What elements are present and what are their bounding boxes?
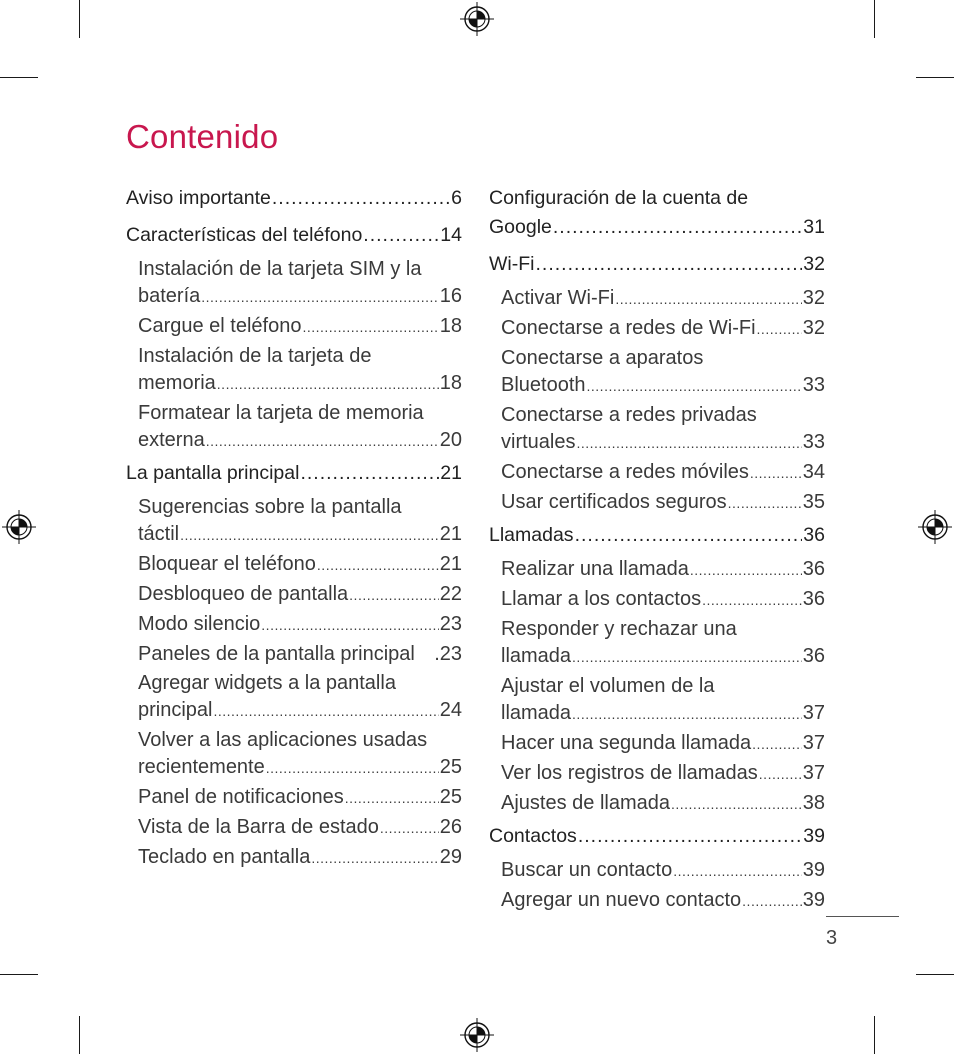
toc-label: Modo silencio (138, 613, 261, 635)
toc-subentry[interactable] (138, 343, 462, 398)
toc-label: Llamadas (489, 524, 574, 546)
toc-page: 36 (802, 558, 825, 580)
leader-dots (317, 552, 439, 579)
toc-page: 39 (802, 859, 825, 881)
toc-subentry[interactable] (501, 760, 825, 788)
toc-page: 35 (802, 491, 825, 513)
toc-label-cont: llamada (501, 645, 572, 667)
toc-subentry[interactable] (501, 857, 825, 885)
toc-subsection (489, 556, 825, 818)
toc-label: Panel de notificaciones (138, 786, 344, 808)
toc-section (489, 250, 825, 279)
crop-mark (79, 1016, 80, 1054)
toc-entry[interactable] (126, 184, 462, 213)
toc-page: 32 (803, 253, 825, 275)
toc-subentry[interactable] (501, 345, 825, 400)
crop-mark (874, 0, 875, 38)
toc-subsection (126, 494, 462, 872)
leader-dots (553, 213, 802, 242)
toc-label-cont: virtuales (501, 431, 576, 453)
toc-page: 38 (802, 792, 825, 814)
toc-label: Cargue el teléfono (138, 315, 302, 337)
toc-page: 21 (439, 523, 462, 545)
toc-subentry[interactable] (138, 844, 462, 872)
toc-page: .23 (434, 643, 462, 665)
leader-dots (380, 815, 439, 842)
toc-page: 31 (803, 216, 825, 238)
toc-label: Sugerencias sobre la pantalla (138, 496, 402, 518)
toc-subsection (489, 857, 825, 915)
toc-page: 33 (802, 431, 825, 453)
toc-subentry[interactable] (138, 784, 462, 812)
toc-subentry[interactable] (501, 285, 825, 313)
toc-page: 36 (803, 524, 825, 546)
toc-subentry[interactable] (501, 673, 825, 728)
toc-page: 34 (802, 461, 825, 483)
toc-page: 21 (440, 462, 462, 484)
toc-label: Agregar widgets a la pantalla (138, 672, 396, 694)
toc-label: Buscar un contacto (501, 859, 673, 881)
toc-subentry[interactable] (501, 790, 825, 818)
toc-label: Conectarse a redes móviles (501, 461, 749, 483)
toc-label: Ver los registros de llamadas (501, 762, 758, 784)
leader-dots (742, 888, 802, 915)
leader-dots (201, 284, 438, 311)
toc-subentry[interactable] (501, 489, 825, 517)
toc-page: 18 (439, 372, 462, 394)
registration-mark-icon (460, 2, 494, 36)
toc-subsection (126, 256, 462, 455)
crop-mark (874, 1016, 875, 1054)
toc-page: 37 (802, 762, 825, 784)
toc-entry[interactable] (489, 822, 825, 851)
toc-label: Volver a las aplicaciones usadas (138, 729, 428, 751)
crop-mark (916, 974, 954, 975)
toc-label: Vista de la Barra de estado (138, 816, 379, 838)
toc-page: 36 (802, 645, 825, 667)
toc-label: Activar Wi-Fi (501, 287, 615, 309)
toc-subentry[interactable] (501, 556, 825, 584)
toc-label-cont: llamada (501, 702, 572, 724)
toc-label: La pantalla principal (126, 462, 300, 484)
toc-section (126, 221, 462, 250)
toc-label: Instalación de la tarjeta SIM y la (138, 258, 422, 280)
crop-mark (916, 77, 954, 78)
toc-section (489, 822, 825, 851)
toc-page: 32 (802, 317, 825, 339)
toc-label: Teclado en pantalla (138, 846, 311, 868)
leader-dots (206, 428, 439, 455)
leader-dots (349, 582, 439, 609)
toc-page: 37 (802, 732, 825, 754)
leader-dots (575, 521, 803, 550)
toc-label-cont: recientemente (138, 756, 265, 778)
leader-dots (578, 822, 802, 851)
toc-subentry[interactable] (138, 256, 462, 311)
toc-label: Llamar a los contactos (501, 588, 702, 610)
toc-entry[interactable] (489, 184, 825, 242)
toc-label: Contactos (489, 825, 577, 847)
toc-page: 25 (439, 786, 462, 808)
toc-label: Conectarse a redes de Wi-Fi (501, 317, 756, 339)
toc-label: Ajustar el volumen de la (501, 675, 715, 697)
page-number-rule (826, 916, 899, 917)
leader-dots (671, 791, 802, 818)
toc-subsection (489, 285, 825, 517)
toc-column-right (489, 184, 825, 915)
toc-label: Configuración de la cuenta de (489, 187, 749, 209)
toc-subentry[interactable] (501, 616, 825, 671)
toc-label: Realizar una llamada (501, 558, 689, 580)
toc-label: Conectarse a aparatos (501, 347, 704, 369)
crop-mark (79, 0, 80, 38)
toc-label: Aviso importante (126, 187, 271, 209)
toc-subentry[interactable] (138, 494, 462, 549)
leader-dots (572, 644, 802, 671)
toc-subentry[interactable] (138, 727, 462, 782)
toc-page: 39 (802, 889, 825, 911)
leader-dots (587, 373, 802, 400)
leader-dots (261, 612, 438, 639)
toc-label: Hacer una segunda llamada (501, 732, 752, 754)
leader-dots (272, 184, 450, 213)
toc-page: 20 (439, 429, 462, 451)
toc-subentry[interactable] (138, 611, 462, 639)
toc-label: Ajustes de llamada (501, 792, 670, 814)
toc-label: Conectarse a redes privadas (501, 404, 757, 426)
toc-subentry[interactable] (138, 581, 462, 609)
leader-dots (615, 286, 801, 313)
toc-label-cont: Google (489, 216, 552, 238)
leader-dots (750, 460, 802, 487)
toc-entry[interactable] (489, 521, 825, 550)
leader-dots (757, 316, 802, 343)
page-title: Contenido (126, 118, 279, 155)
toc-subentry[interactable] (138, 400, 462, 455)
toc-label: Bloquear el teléfono (138, 553, 316, 575)
leader-dots (673, 858, 802, 885)
toc-page: 21 (439, 553, 462, 575)
crop-mark (0, 974, 38, 975)
toc-label: Usar certificados seguros (501, 491, 727, 513)
toc-section (126, 184, 462, 213)
toc-subentry[interactable] (501, 887, 825, 915)
toc-page: 29 (439, 846, 462, 868)
toc-entry[interactable] (489, 250, 825, 279)
toc-page: 25 (439, 756, 462, 778)
toc-label-cont: Bluetooth (501, 374, 586, 396)
leader-dots (180, 522, 439, 549)
toc-section (126, 459, 462, 488)
toc-subentry[interactable] (501, 730, 825, 758)
toc-label: Características del teléfono (126, 224, 363, 246)
toc-column-left (126, 184, 462, 872)
toc-page: 14 (440, 224, 462, 246)
page-number: 3 (826, 927, 838, 949)
leader-dots (576, 430, 801, 457)
leader-dots (302, 314, 438, 341)
toc-subentry[interactable] (501, 459, 825, 487)
toc-entry[interactable] (126, 459, 462, 488)
leader-dots (363, 221, 439, 250)
toc-subentry[interactable] (138, 313, 462, 341)
toc-label-cont: externa (138, 429, 205, 451)
toc-page: 33 (802, 374, 825, 396)
toc-subentry[interactable] (501, 315, 825, 343)
registration-mark-icon (918, 510, 952, 544)
toc-page: 23 (439, 613, 462, 635)
leader-dots (752, 731, 802, 758)
toc-page: 32 (802, 287, 825, 309)
toc-subentry[interactable] (138, 641, 462, 668)
leader-dots (311, 845, 438, 872)
toc-label: Responder y rechazar una (501, 618, 737, 640)
leader-dots (345, 785, 439, 812)
toc-label: Desbloqueo de pantalla (138, 583, 349, 605)
toc-label-cont: táctil (138, 523, 180, 545)
toc-page: 18 (439, 315, 462, 337)
crop-mark (0, 77, 38, 78)
toc-subentry[interactable] (138, 551, 462, 579)
toc-label: Agregar un nuevo contacto (501, 889, 742, 911)
leader-dots (213, 698, 438, 725)
toc-subentry[interactable] (138, 814, 462, 842)
registration-mark-icon (2, 510, 36, 544)
toc-page: 24 (439, 699, 462, 721)
leader-dots (266, 755, 439, 782)
leader-dots (690, 557, 802, 584)
toc-page: 39 (803, 825, 825, 847)
toc-page: 26 (439, 816, 462, 838)
leader-dots (759, 761, 802, 788)
toc-label: Formatear la tarjeta de memoria (138, 402, 424, 424)
toc-label-cont: memoria (138, 372, 216, 394)
leader-dots (217, 371, 439, 398)
leader-dots (300, 459, 439, 488)
leader-dots (572, 701, 802, 728)
toc-label: Instalación de la tarjeta de (138, 345, 372, 367)
toc-section (489, 184, 825, 242)
toc-label-cont: principal (138, 699, 213, 721)
leader-dots (702, 587, 802, 614)
toc-subentry[interactable] (501, 586, 825, 614)
toc-label: Paneles de la pantalla principal (138, 643, 415, 665)
toc-label-cont: batería (138, 285, 201, 307)
toc-page: 22 (439, 583, 462, 605)
toc-page: 16 (439, 285, 462, 307)
toc-subentry[interactable] (501, 402, 825, 457)
registration-mark-icon (460, 1018, 494, 1052)
leader-dots (535, 250, 802, 279)
toc-label: Wi-Fi (489, 253, 535, 275)
leader-dots (728, 490, 802, 517)
toc-page: 37 (802, 702, 825, 724)
toc-page: 6 (451, 187, 462, 209)
toc-subentry[interactable] (138, 670, 462, 725)
toc-page: 36 (802, 588, 825, 610)
toc-entry[interactable] (126, 221, 462, 250)
toc-section (489, 521, 825, 550)
